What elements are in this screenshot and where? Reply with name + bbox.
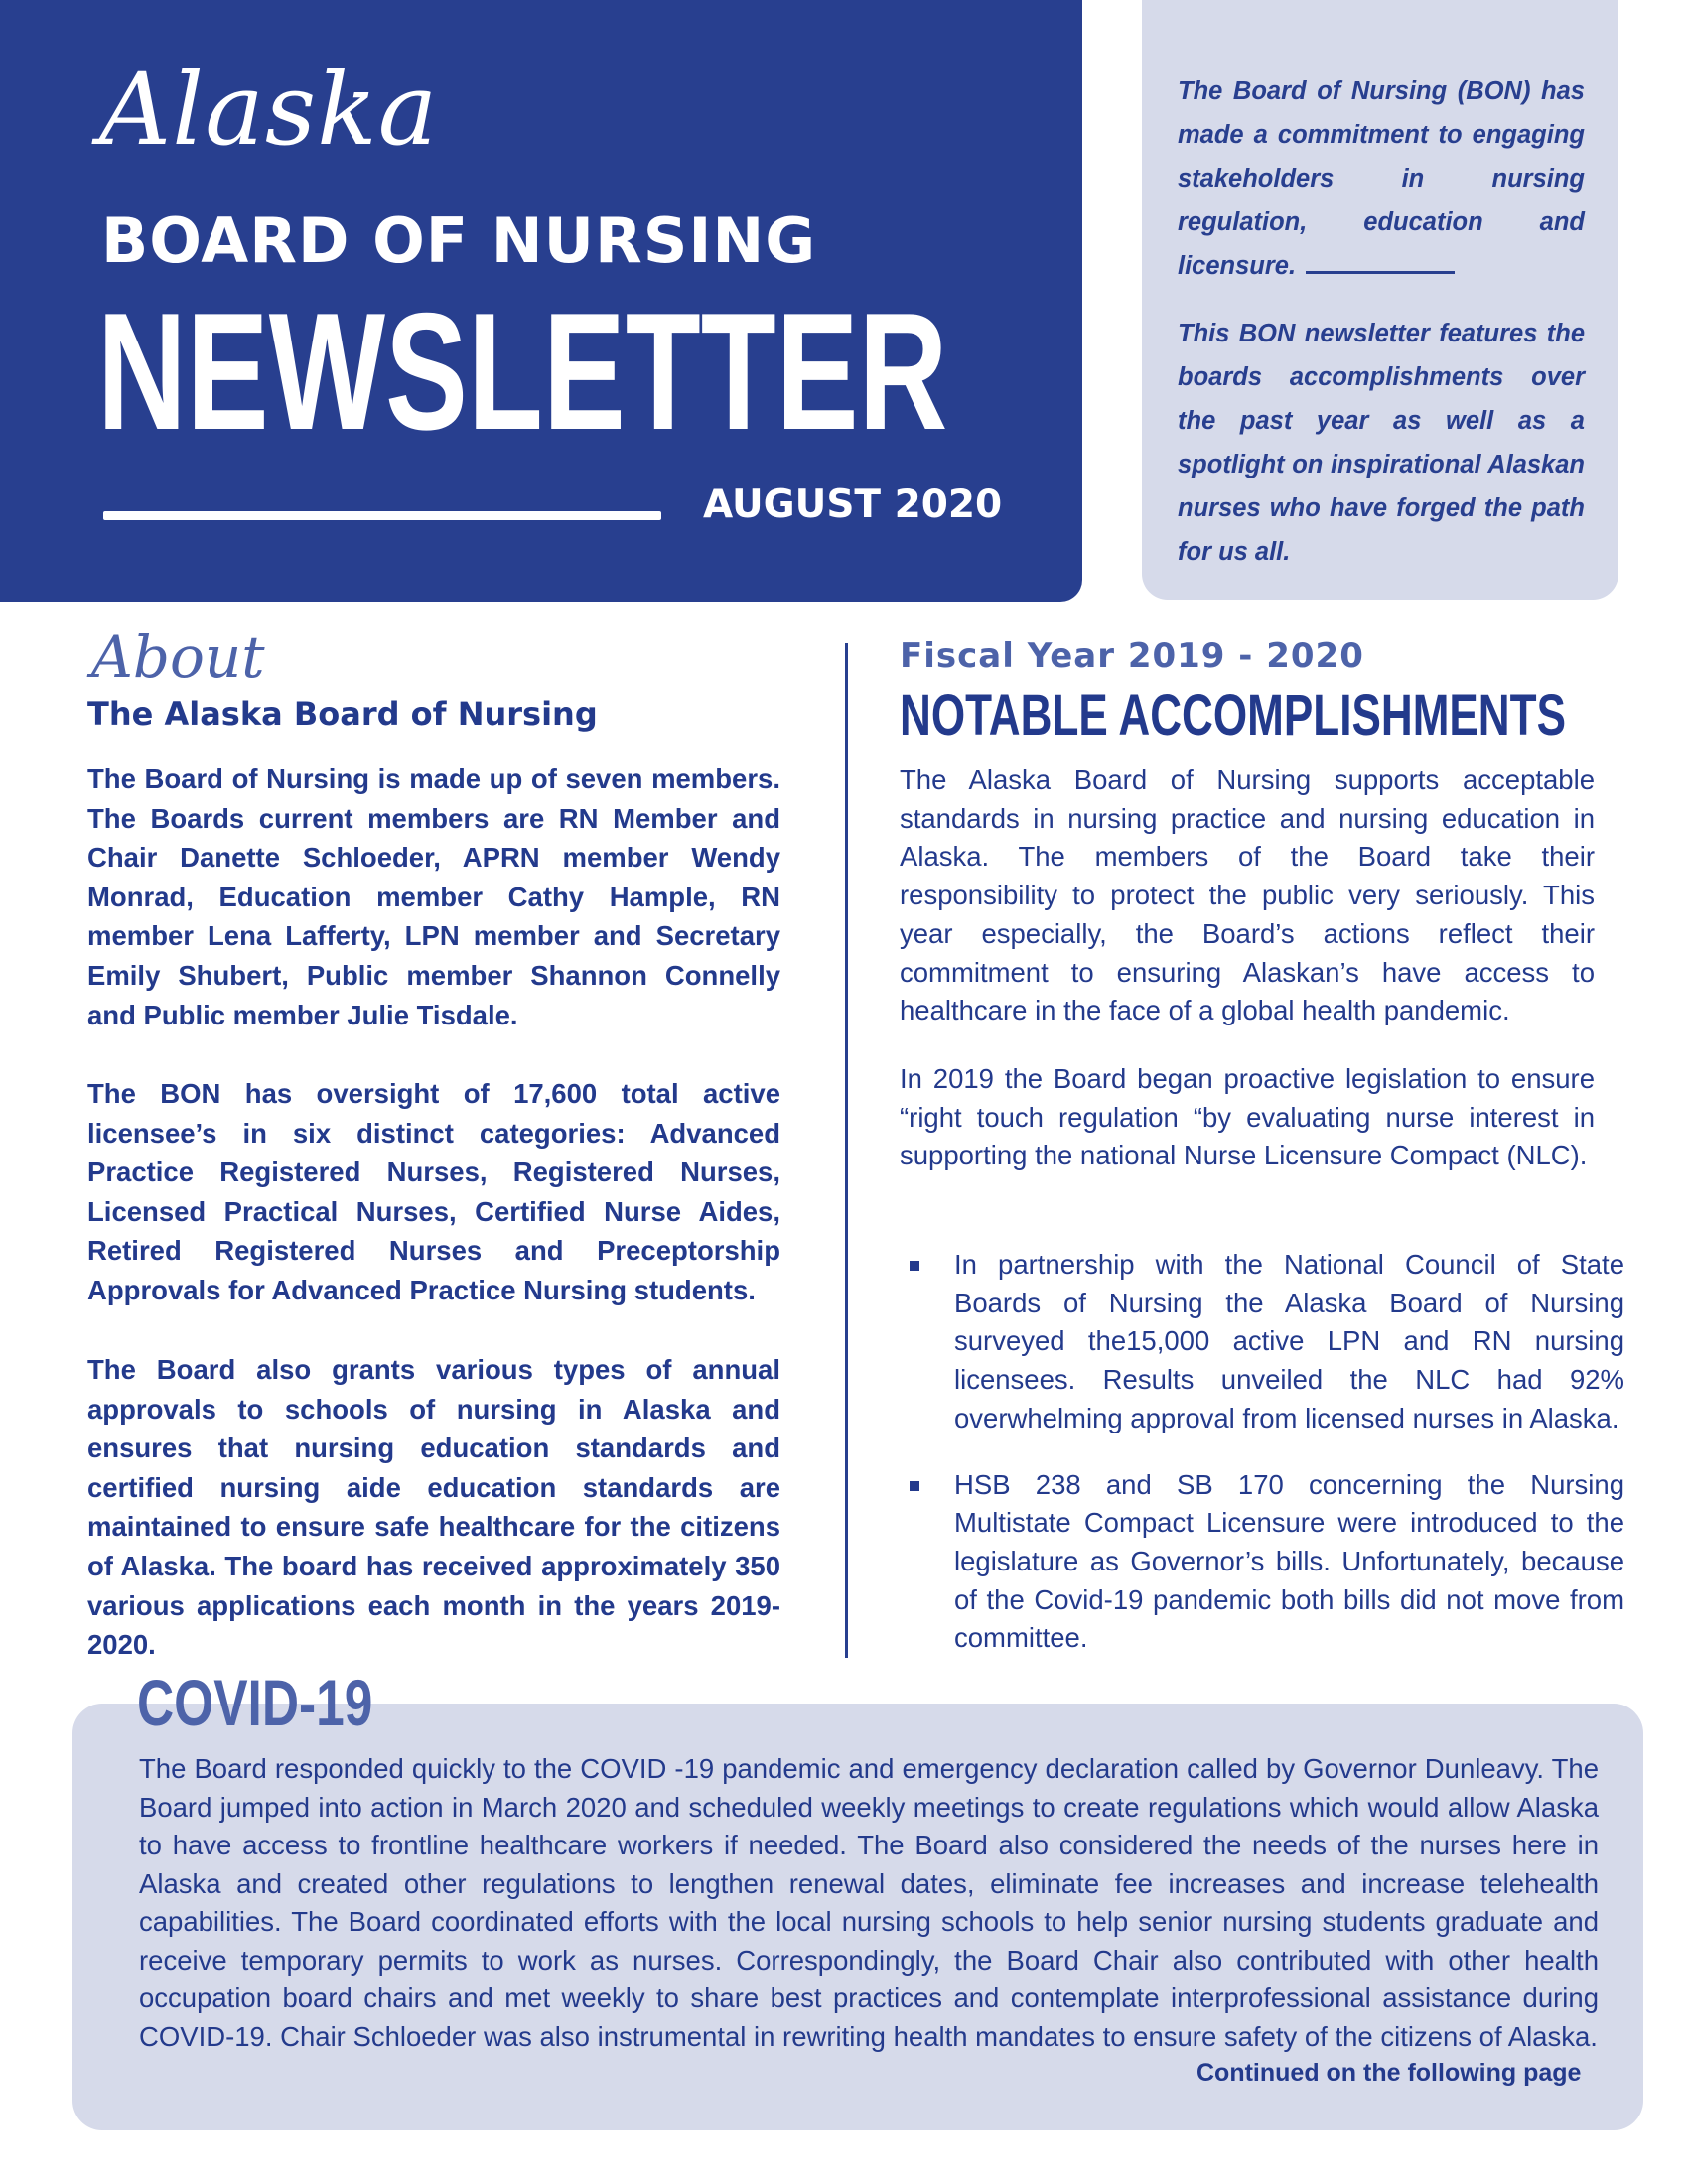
about-paragraph: The Board also grants various types of annual approvals to schools of nursing in Alaska and ensures that nursing education standards and certified nursing aide education standards are maintained to ensure safe healthcare for the citizens of Alaska. The board has received approximately 350 various applications each month in the years 2019-2020. [87, 1354, 780, 1661]
accomplishments-paragraph: In 2019 the Board began proactive legislation to ensure “right touch regulation “by evaluating nurse interest in supporting the national Nurse Licensure Compact (NLC). [900, 1063, 1595, 1171]
list-item [900, 1466, 1624, 1659]
intro-text-commitment: The Board of Nursing (BON) has made a commitment to engaging stakeholders in nursing regulation, education and licensure. [1178, 77, 1585, 280]
masthead-date: AUGUST 2020 [703, 482, 1003, 527]
masthead-divider [103, 511, 661, 520]
masthead-banner [0, 0, 1082, 602]
about-subheading: The Alaska Board of Nursing [87, 695, 598, 733]
about-paragraph: The BON has oversight of 17,600 total active licensee’s in six distinct categories: Advanced Practice Registered Nurses, Registered Nurses, Licensed Practical Nurses, Certified Nurse Aides, Retired Registered Nurses and Preceptorship Approvals for Advanced Practice Nursing students. [87, 1078, 780, 1305]
square-bullet-icon [910, 1481, 919, 1491]
square-bullet-icon [910, 1261, 919, 1271]
intro-divider [1306, 271, 1455, 274]
masthead-script-title: Alaska [99, 52, 439, 168]
intro-panel [1142, 0, 1618, 600]
intro-text-features: This BON newsletter features the boards accomplishments over the past year as well as a spotlight on inspirational Alaskan nurses who have forged the path for us all. [1178, 320, 1585, 566]
covid-heading: COVID-19 [137, 1666, 373, 1739]
column-divider [845, 643, 848, 1658]
bullet-text: HSB 238 and SB 170 concerning the Nursing Multistate Compact Licensure were introduced to the legislature as Governor’s bills. Unfortunately, because of the Covid-19 pandemic both bills did not move from committee. [954, 1468, 1624, 1654]
masthead-board-title: BOARD OF NURSING [101, 205, 817, 277]
list-item [900, 1246, 1624, 1438]
accomplishments-paragraph: The Alaska Board of Nursing supports acceptable standards in nursing practice and nursing education in Alaska. The members of the Board take their responsibility to protect the public very seriously. This year especially, the Board’s actions reflect their commitment to ensuring Alaskan’s have access to healthcare in the face of a global health pandemic. [900, 764, 1595, 1026]
accomplishments-bullet-list [900, 1246, 1624, 1686]
masthead-newsletter-title: NEWSLETTER [97, 278, 948, 465]
about-script-heading: About [91, 623, 265, 691]
accomplishments-heading: NOTABLE ACCOMPLISHMENTS [900, 683, 1566, 748]
continued-note: Continued on the following page [1196, 2059, 1582, 2087]
covid-body-text: The Board responded quickly to the COVID -19 pandemic and emergency declaration called by Governor Dunleavy. The Board jumped into action in March 2020 and scheduled weekly meetings to create regulations which would allow Alaska to have access to frontline healthcare workers if needed. The Board also considered the needs of the nurses here in Alaska and created other regulations to lengthen renewal dates, eliminate fee increases and increase telehealth capabilities. The Board coordinated efforts with the local nursing schools to help senior nursing students graduate and receive temporary permits to work as nurses. Correspondingly, the Board Chair also contributed with other health occupation board chairs and met weekly to share best practices and contemplate interprofessional assistance during COVID-19. Chair Schloeder was also instrumental in rewriting health mandates to ensure safety of the citizens of Alaska. [139, 1753, 1599, 2052]
fiscal-year-heading: Fiscal Year 2019 - 2020 [900, 636, 1364, 676]
about-paragraph: The Board of Nursing is made up of seven members. The Boards current members are RN Member and Chair Danette Schloeder, APRN member Wendy Monrad, Education member Cathy Hample, RN member Lena Lafferty, LPN member and Secretary Emily Shubert, Public member Shannon Connelly and Public member Julie Tisdale. [87, 763, 780, 1030]
bullet-text: In partnership with the National Council of State Boards of Nursing the Alaska Board of Nursing surveyed the15,000 active LPN and RN nursing licensees. Results unveiled the NLC had 92% overwhelming approval from licensed nurses in Alaska. [954, 1249, 1624, 1433]
